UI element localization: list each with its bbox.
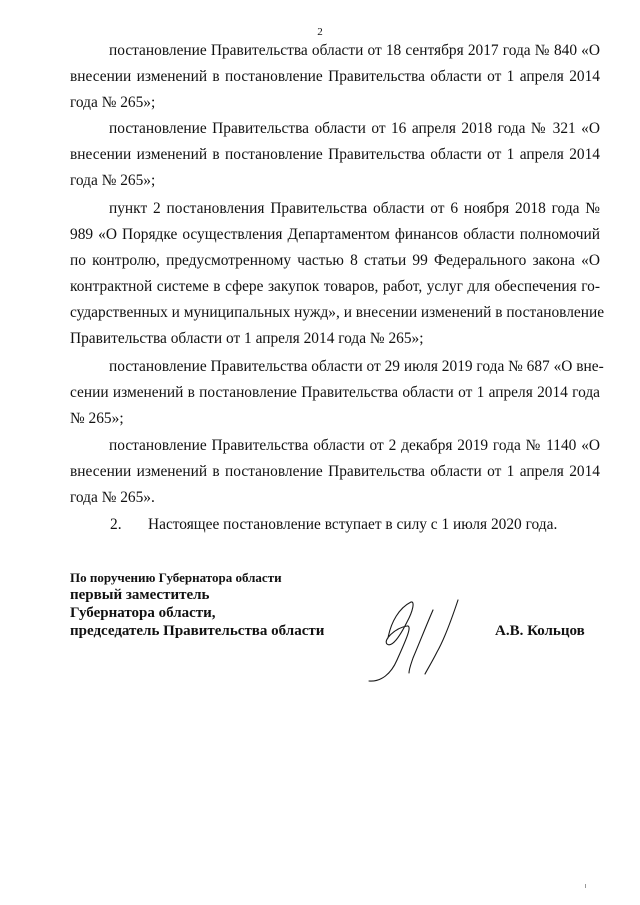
paragraph-line: постановление Правительства области от 2 декабря 2019 года № 1140 «О [109, 437, 600, 454]
paragraph-line: года № 265»; [70, 172, 156, 189]
paragraph-line: внесении изменений в постановление Правительства области от 1 апреля 2014 [70, 463, 600, 480]
paragraph-line: внесении изменений в постановление Правительства области от 1 апреля 2014 [70, 68, 600, 85]
signature-title-line: Губернатора области, [70, 605, 216, 621]
paragraph-line: постановление Правительства области от 29 июля 2019 года № 687 «О вне- [109, 358, 604, 375]
signature-authority-line: По поручению Губернатора области [70, 570, 282, 585]
scan-mark [585, 884, 586, 888]
paragraph-line: постановление Правительства области от 18 сентября 2017 года № 840 «О [109, 42, 600, 59]
paragraph-line: по контролю, предусмотренному частью 8 статьи 99 Федерального закона «О [70, 252, 600, 269]
paragraph-line: № 265»; [70, 410, 124, 427]
signature-title-line: первый заместитель [70, 587, 210, 603]
item-text: Настоящее постановление вступает в силу с 1 июля 2020 года. [148, 516, 558, 533]
handwritten-signature [355, 578, 475, 688]
paragraph-line: сударственных и муниципальных нужд», и внесении изменений в постановление [70, 304, 605, 321]
signatory-name: А.В. Кольцов [495, 623, 585, 639]
page-number: 2 [317, 26, 323, 38]
paragraph-line: сении изменений в постановление Правительства области от 1 апреля 2014 года [70, 384, 600, 401]
paragraph-line: года № 265»; [70, 94, 156, 111]
paragraph-line: контрактной системе в сфере закупок товаров, работ, услуг для обеспечения го- [70, 278, 600, 295]
paragraph-line: Правительства области от 1 апреля 2014 года № 265»; [70, 330, 424, 347]
paragraph-line: пункт 2 постановления Правительства области от 6 ноября 2018 года № [109, 200, 600, 217]
paragraph-line: внесении изменений в постановление Правительства области от 1 апреля 2014 [70, 146, 600, 163]
paragraph-line: 989 «О Порядке осуществления Департаментом финансов области полномочий [70, 226, 600, 243]
item-number: 2. [110, 516, 122, 533]
paragraph-line: постановление Правительства области от 16 апреля 2018 года № 321 «О [109, 120, 600, 137]
paragraph-line: года № 265». [70, 489, 155, 506]
signature-title-line: председатель Правительства области [70, 623, 325, 639]
